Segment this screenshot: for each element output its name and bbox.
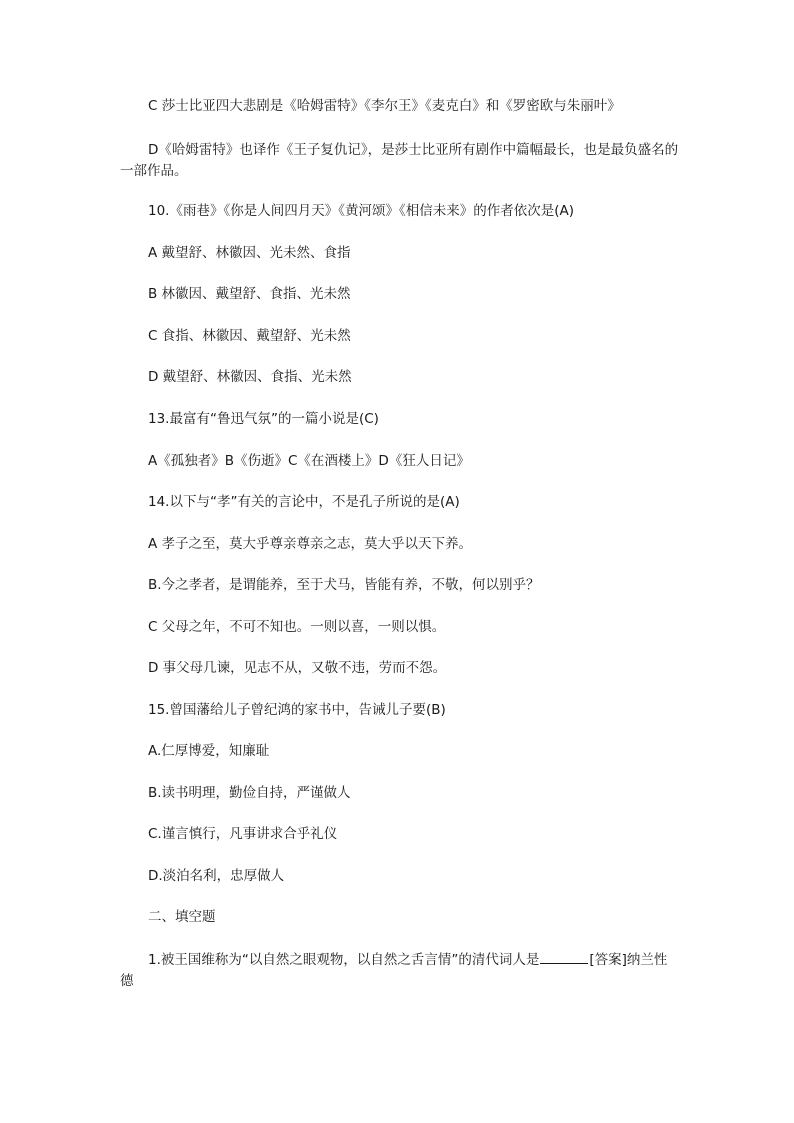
question-10-option-a: A 戴望舒、林徽因、光未然、食指: [148, 245, 351, 261]
question-15: 15.曾国藩给儿子曾纪鸿的家书中，告诫儿子要(B): [148, 702, 446, 718]
question-14-option-b: B.今之孝者，是谓能养，至于犬马，皆能有养，不敬，何以别乎？: [148, 577, 540, 593]
question-10: 10.《雨巷》《你是人间四月天》《黄河颂》《相信未来》的作者依次是(A): [148, 203, 574, 219]
question-14-option-a: A 孝子之至，莫大乎尊亲尊亲之志，莫大乎以天下养。: [148, 536, 473, 552]
question-10-option-b: B 林徽因、戴望舒、食指、光未然: [148, 286, 351, 302]
question-15-option-a: A.仁厚博爱，知廉耻: [148, 743, 270, 759]
question-15-option-d: D.淡泊名利，忠厚做人: [148, 868, 285, 884]
question-10-option-d: D 戴望舒、林徽因、食指、光未然: [148, 369, 352, 385]
question-13: 13.最富有“鲁迅气氛”的一篇小说是(C): [148, 411, 379, 427]
fill-blank-question-1: [120, 949, 680, 992]
fill-blank-1-prompt: 1.被王国维称为“以自然之眼观物，以自然之舌言情”的清代词人是: [148, 952, 540, 968]
option-d-shakespeare: D《哈姆雷特》也译作《王子复仇记》，是莎士比亚所有剧作中篇幅最长，也是最负盛名的一部作品。: [120, 142, 679, 179]
section-heading-fill-blank: 二、填空题: [148, 909, 216, 925]
fill-blank-1-answer: [答案]纳兰性德: [120, 952, 668, 989]
question-15-option-b: B.读书明理，勤俭自持，严谨做人: [148, 785, 351, 801]
question-13-options: A《孤独者》B《伤逝》C《在酒楼上》D《狂人日记》: [148, 453, 470, 469]
question-10-option-c: C 食指、林徽因、戴望舒、光未然: [148, 328, 351, 344]
question-14-option-d: D 事父母几谏，见志不从，又敬不违，劳而不怨。: [148, 660, 447, 676]
question-15-option-c: C.谨言慎行，凡事讲求合乎礼仪: [148, 826, 338, 842]
option-c-shakespeare: C 莎士比亚四大悲剧是《哈姆雷特》《李尔王》《麦克白》和《罗密欧与朱丽叶》: [148, 98, 621, 114]
question-14-option-c: C 父母之年，不可不知也。一则以喜，一则以惧。: [148, 619, 446, 635]
question-14: 14.以下与“孝”有关的言论中，不是孔子所说的是(A): [148, 494, 460, 510]
answer-blank: [540, 949, 588, 964]
